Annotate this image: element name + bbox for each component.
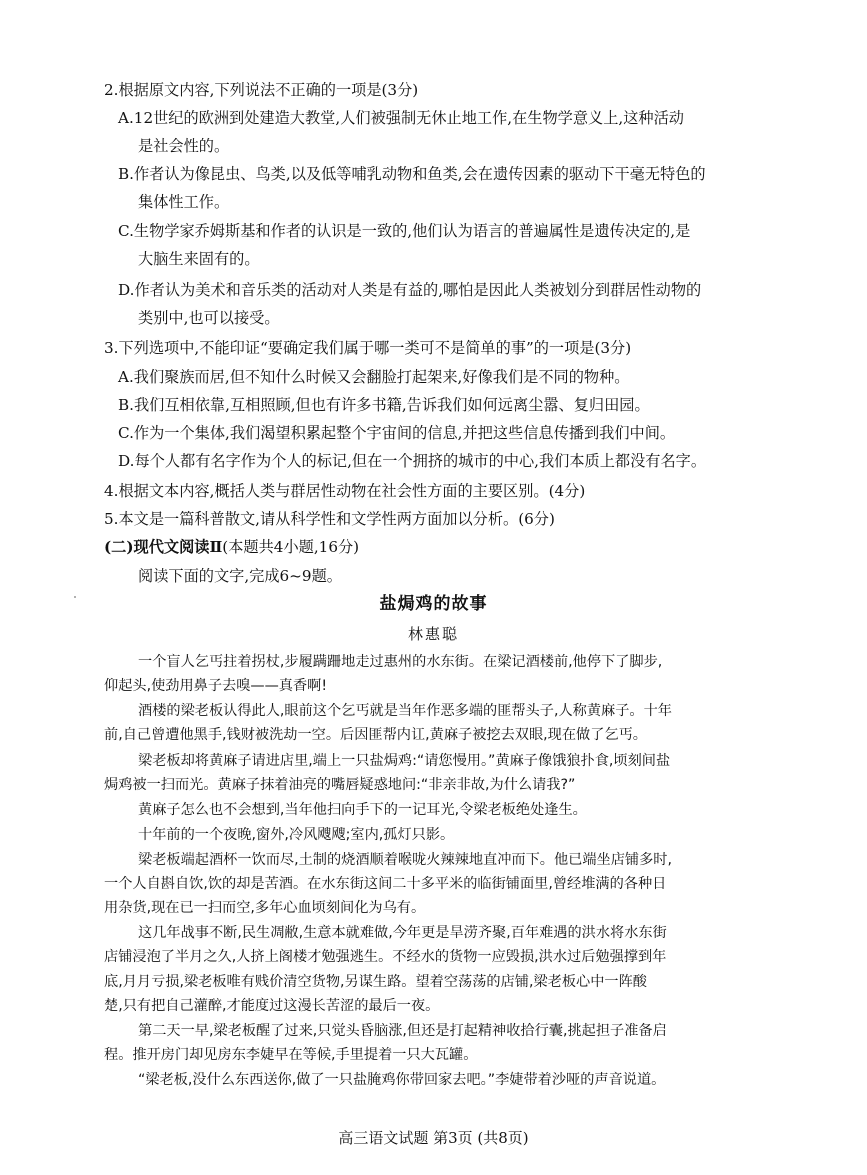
story-author: 林惠聪 <box>407 625 459 643</box>
story-line: 十年前的一个夜晚,窗外,冷风飕飕;室内,孤灯只影。 <box>138 827 455 843</box>
story-line: 黄麻子怎么也不会想到,当年他扫向手下的一记耳光,令梁老板绝处逢生。 <box>138 802 587 818</box>
story-line: 这几年战事不断,民生凋敝,生意本就难做,今年更是旱涝齐聚,百年难遇的洪水将水东街 <box>138 925 667 941</box>
q3-option-d: D.每个人都有名字作为个人的标记,但在一个拥挤的城市的中心,我们本质上都没有名字。 <box>118 452 707 470</box>
q2-option-c-line1: C.生物学家乔姆斯基和作者的认识是一致的,他们认为语言的普遍属性是遗传决定的,是 <box>118 222 691 240</box>
section-heading <box>104 537 359 557</box>
story-line: 梁老板却将黄麻子请进店里,端上一只盐焗鸡:“请您慢用。”黄麻子像饿狼扑食,顷刻间盐 <box>138 753 671 769</box>
q3-stem: 3.下列选项中,不能印证“要确定我们属于哪一类可不是简单的事”的一项是(3分) <box>104 339 632 357</box>
q2-option-b-line1: B.作者认为像昆虫、鸟类,以及低等哺乳动物和鱼类,会在遗传因素的驱动下干毫无特色的 <box>118 165 706 183</box>
story-line: 一个盲人乞丐拄着拐杖,步履蹒跚地走过惠州的水东街。在梁记酒楼前,他停下了脚步, <box>138 654 663 670</box>
page-footer: 高三语文试题 第3页 (共8页) <box>338 1129 529 1147</box>
story-line: 焗鸡被一扫而光。黄麻子抹着油亮的嘴唇疑惑地问:“非亲非故,为什么请我?” <box>104 777 576 793</box>
q3-option-b: B.我们互相依靠,互相照顾,但也有许多书籍,告诉我们如何远离尘嚣、复归田园。 <box>118 396 650 414</box>
q2-option-b-line2: 集体性工作。 <box>138 193 230 211</box>
story-line: “梁老板,没什么东西送你,做了一只盐腌鸡你带回家去吧。”李婕带着沙哑的声音说道。 <box>138 1072 666 1088</box>
story-line: 用杂货,现在已一扫而空,多年心血顷刻间化为乌有。 <box>104 900 426 916</box>
q4: 4.根据文本内容,概括人类与群居性动物在社会性方面的主要区别。(4分) <box>104 482 586 500</box>
story-line: 梁老板端起酒杯一饮而尽,土制的烧酒顺着喉咙火辣辣地直冲而下。他已端坐店铺多时, <box>138 852 672 868</box>
story-line: 第二天一早,梁老板醒了过来,只觉头昏脑涨,但还是打起精神收拾行囊,挑起担子准备启 <box>138 1023 667 1039</box>
q2-option-d-line2: 类别中,也可以接受。 <box>138 309 280 327</box>
q3-option-c: C.作为一个集体,我们渴望积累起整个宇宙间的信息,并把这些信息传播到我们中间。 <box>118 424 676 442</box>
q2-option-d-line1: D.作者认为美术和音乐类的活动对人类是有益的,哪怕是因此人类被划分到群居性动物的 <box>118 281 702 299</box>
q2-option-a-line2: 是社会性的。 <box>138 137 230 155</box>
story-line: 程。推开房门却见房东李婕早在等候,手里提着一只大瓦罐。 <box>104 1047 478 1063</box>
section-instruction: 阅读下面的文字,完成6~9题。 <box>138 567 342 585</box>
q2-option-a-line1: A.12世纪的欧洲到处建造大教堂,人们被强制无休止地工作,在生物学意义上,这种活动 <box>118 109 684 127</box>
section-note: (本题共4小题,16分) <box>222 538 360 556</box>
story-line: 酒楼的梁老板认得此人,眼前这个乞丐就是当年作恶多端的匪帮头子,人称黄麻子。十年 <box>138 703 672 719</box>
q2-option-c-line2: 大脑生来固有的。 <box>138 250 260 268</box>
q2-stem: 2.根据原文内容,下列说法不正确的一项是(3分) <box>104 81 419 99</box>
story-line: 一个人自斟自饮,饮的却是苦酒。在水东街这间二十多平米的临街铺面里,曾经堆满的各种日 <box>104 876 667 892</box>
story-line: 前,自己曾遭他黑手,钱财被洗劫一空。后因匪帮内讧,黄麻子被挖去双眼,现在做了乞丐。 <box>104 727 647 743</box>
q3-option-a: A.我们聚族而居,但不知什么时候又会翻脸打起架来,好像我们是不同的物种。 <box>118 368 630 386</box>
section-title: (二)现代文阅读Ⅱ <box>104 538 223 556</box>
story-title: 盐焗鸡的故事 <box>379 594 488 614</box>
q5: 5.本文是一篇科普散文,请从科学性和文学性两方面加以分析。(6分) <box>104 510 555 528</box>
story-line: 店铺浸泡了半月之久,人挤上阁楼才勉强逃生。不经水的货物一应毁损,洪水过后勉强撑到年 <box>104 949 667 965</box>
story-line: 楚,只有把自己灌醉,才能度过这漫长苦涩的最后一夜。 <box>104 998 440 1014</box>
story-line: 仰起头,使劲用鼻子去嗅——真香啊! <box>104 678 328 694</box>
story-line: 底,月月亏损,梁老板唯有贱价清空货物,另谋生路。望着空荡荡的店铺,梁老板心中一阵酸 <box>104 974 647 990</box>
